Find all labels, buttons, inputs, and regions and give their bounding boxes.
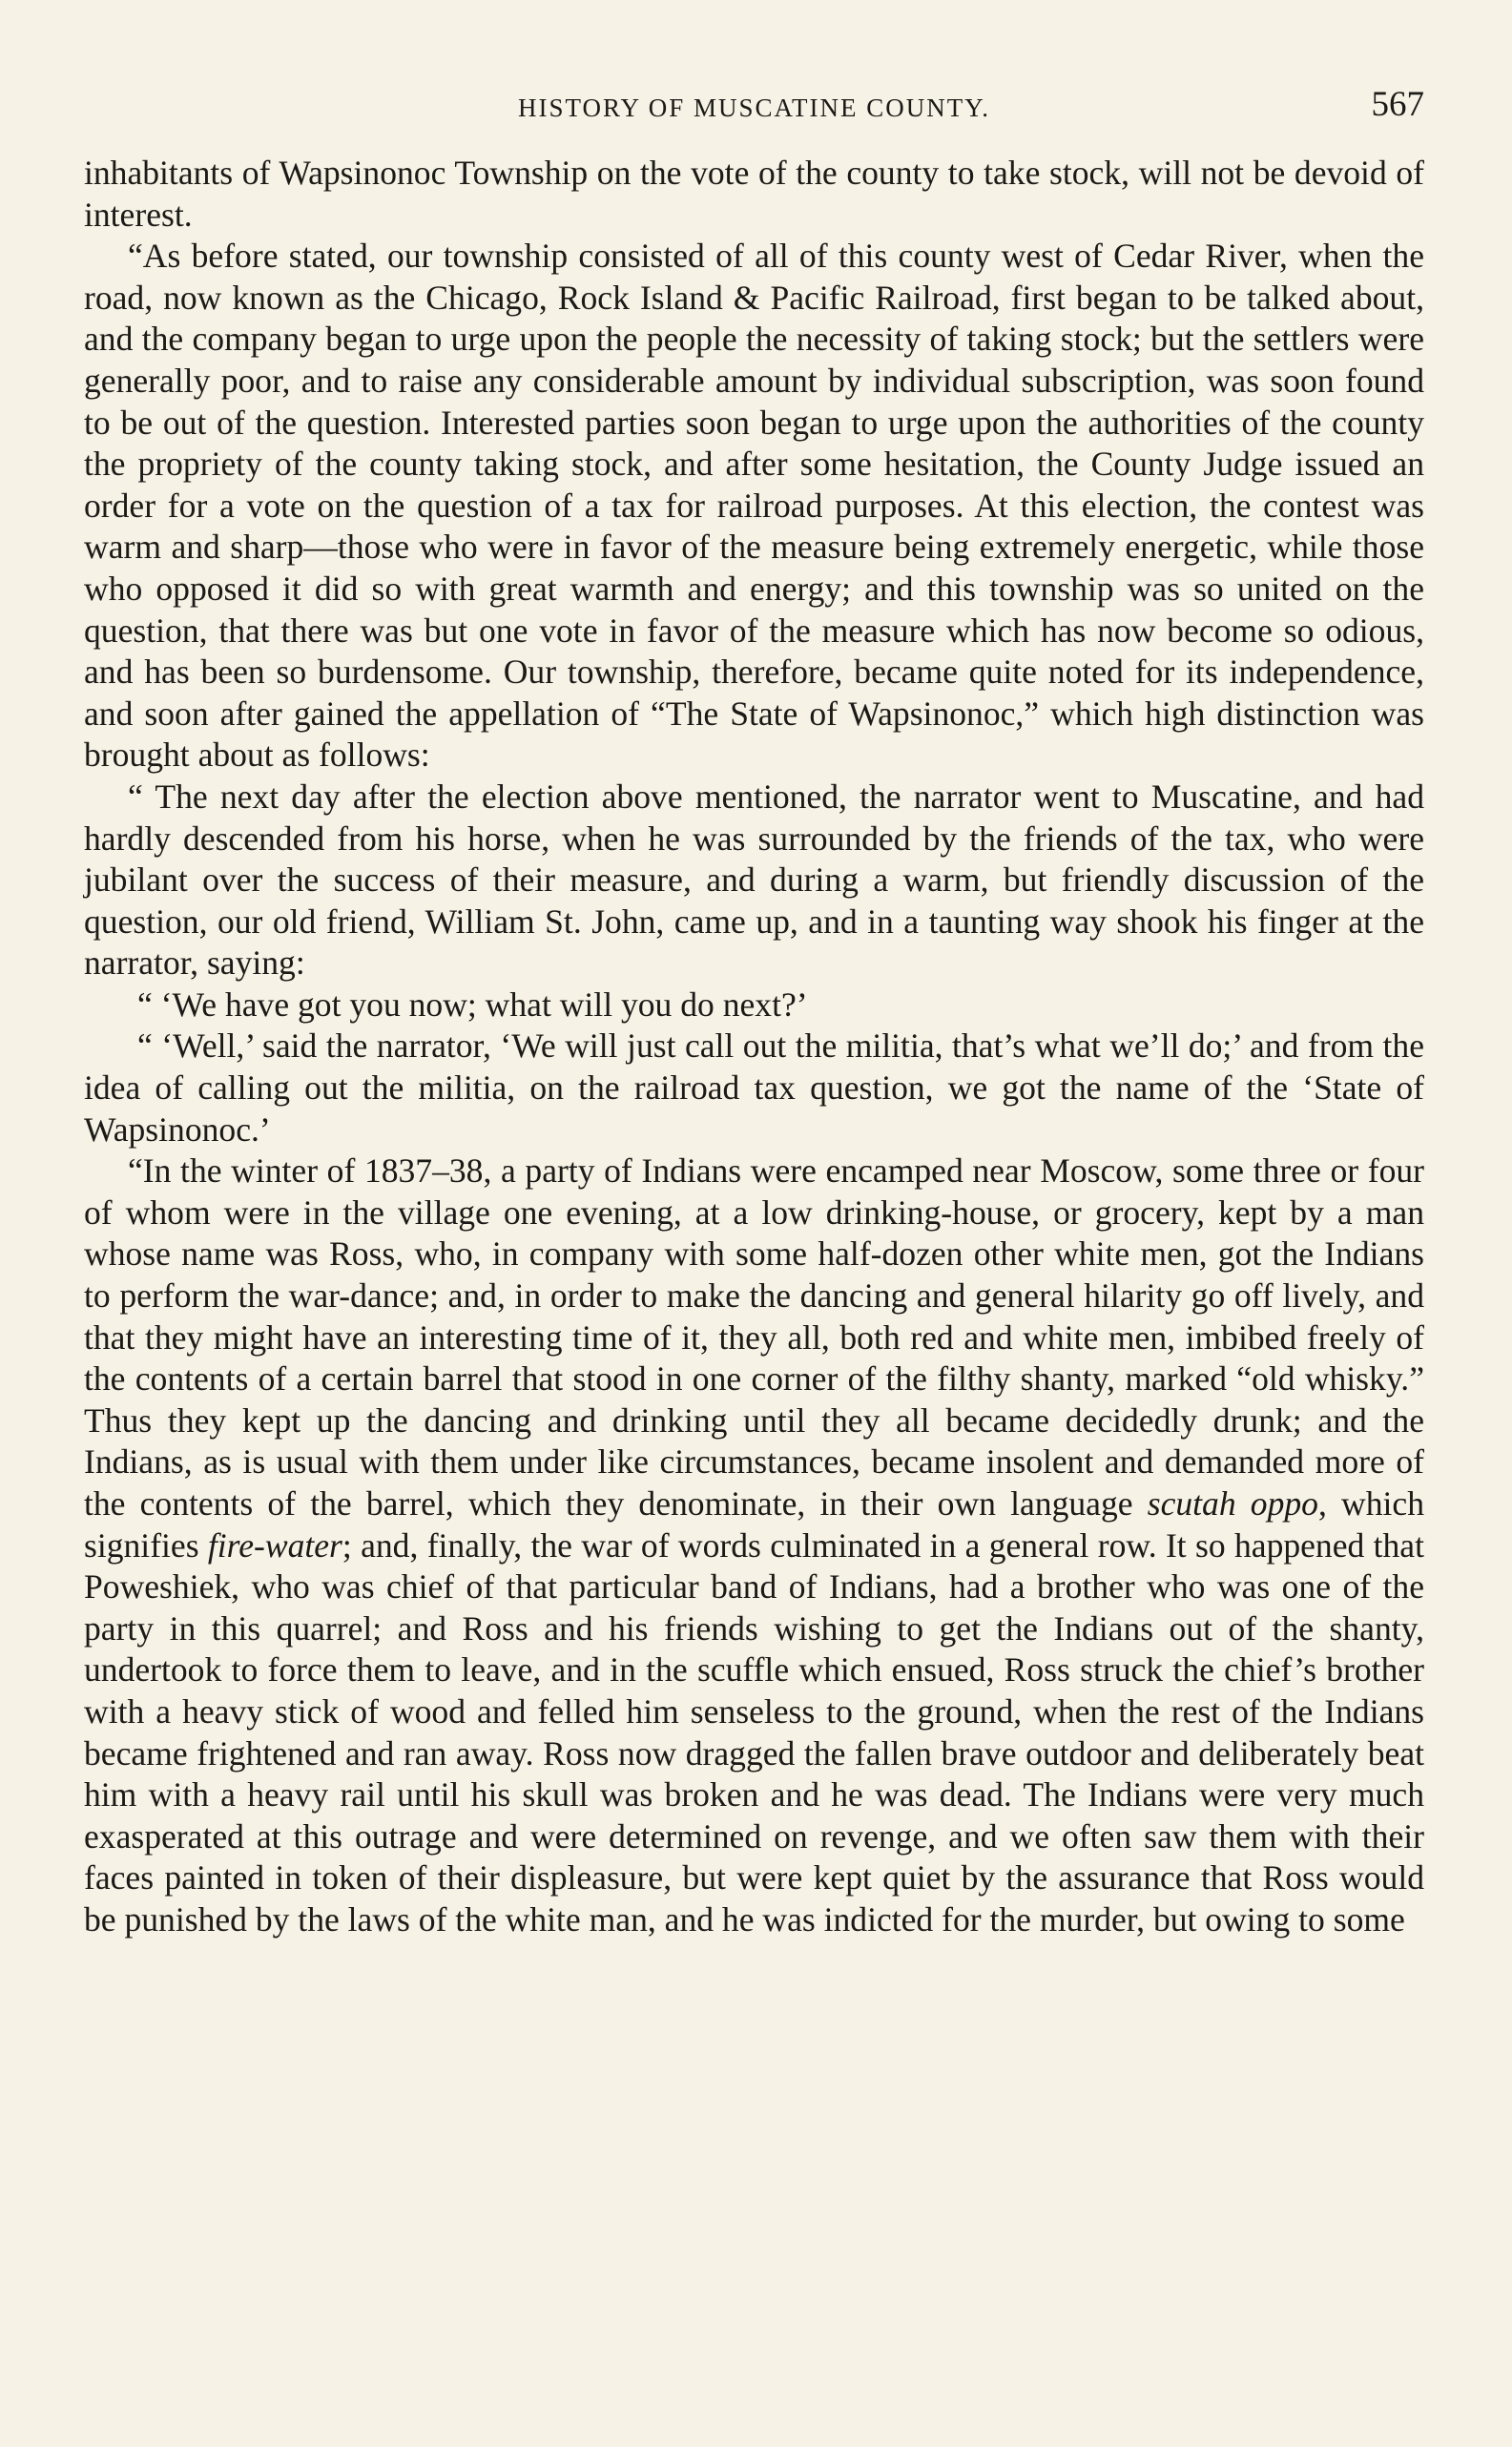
italic-phrase: fire-water [207, 1525, 342, 1565]
page-number: 567 [1371, 85, 1424, 124]
paragraph: “ ‘We have got you now; what will you do next?’ [137, 985, 808, 1024]
running-head: HISTORY OF MUSCATINE COUNTY. [517, 93, 991, 122]
paragraph-text: “In the winter of 1837–38, a party of Indians were encamped near Moscow, some three or four of whom were in the village one evening, at a low drinking-house, or grocery, kept by a man whose name was Ross, who, in company with some half-dozen other white men, got the Indians to perform the war-dance; and, in order to make the dancing and general hilarity go off lively, and that they might have an interesting time of it, they all, both red and white men, imbibed freely of the contents of a certain barrel that stood in one corner of the filthy shanty, marked “old whisky.” Thus they kept up the dancing and drinking until they all became decidedly drunk; and the Indians, as is usual with them under like circumstances, became insolent and demanded more of the contents of the barrel, which they denominate, in their own language [84, 1151, 1424, 1523]
paragraph [84, 1151, 1424, 1940]
page-header [84, 84, 1424, 137]
paragraph-text: , which signifies [84, 1484, 1424, 1565]
italic-phrase: scutah oppo [1147, 1484, 1318, 1523]
paragraph: “ ‘Well,’ said the narrator, ‘We will just call out the militia, that’s what we’ll do;’ and from the idea of calling out the militia, on the railroad tax question, we got the name of the ‘State of Wapsinonoc.’ [84, 1026, 1424, 1149]
body-text [84, 153, 1424, 1941]
paragraph: “ The next day after the election above mentioned, the narrator went to Muscatine, and had hardly descended from his horse, when he was surrounded by the friends of the tax, who were jubilant over the success of their measure, and during a warm, but friendly discussion of the question, our old friend, William St. John, came up, and in a taunting way shook his finger at the narrator, saying: [84, 777, 1424, 983]
paragraph: “As before stated, our township consisted of all of this county west of Cedar River, when the road, now known as the Chicago, Rock Island & Pacific Railroad, first began to be talked about, and the company began to urge upon the people the necessity of taking stock; but the settlers were generally poor, and to raise any considerable amount by individual subscription, was soon found to be out of the question. Interested parties soon began to urge upon the authorities of the county the propriety of the county taking stock, and after some hesitation, the County Judge issued an order for a vote on the question of a tax for railroad purposes. At this election, the contest was warm and sharp—those who were in favor of the measure being extremely energetic, while those who opposed it did so with great warmth and energy; and this township was so united on the question, that there was but one vote in favor of the measure which has now become so odious, and has been so burdensome. Our township, therefore, became quite noted for its independence, and soon after gained the appellation of “The State of Wapsinonoc,” which high distinction was brought about as follows: [84, 237, 1424, 775]
paragraph-text: ; and, finally, the war of words culminated in a general row. It so happened that Poweshiek, who was chief of that particular band of Indians, had a brother who was one of the party in this quarrel; and Ross and his friends wishing to get the Indians out of the shanty, undertook to force them to leave, and in the scuffle which ensued, Ross struck the chief’s brother with a heavy stick of wood and felled him senseless to the ground, when the rest of the Indians became frightened and ran away. Ross now dragged the fallen brave outdoor and deliberately beat him with a heavy rail until his skull was broken and he was dead. The Indians were very much exasperated at this outrage and were determined on revenge, and we often saw them with their faces painted in token of their displeasure, but were kept quiet by the assurance that Ross would be punished by the laws of the white man, and he was indicted for the murder, but owing to some [84, 1525, 1424, 1939]
paragraph: inhabitants of Wapsinonoc Township on the vote of the county to take stock, will not be devoid of interest. [84, 154, 1424, 234]
book-page [84, 84, 1424, 1941]
